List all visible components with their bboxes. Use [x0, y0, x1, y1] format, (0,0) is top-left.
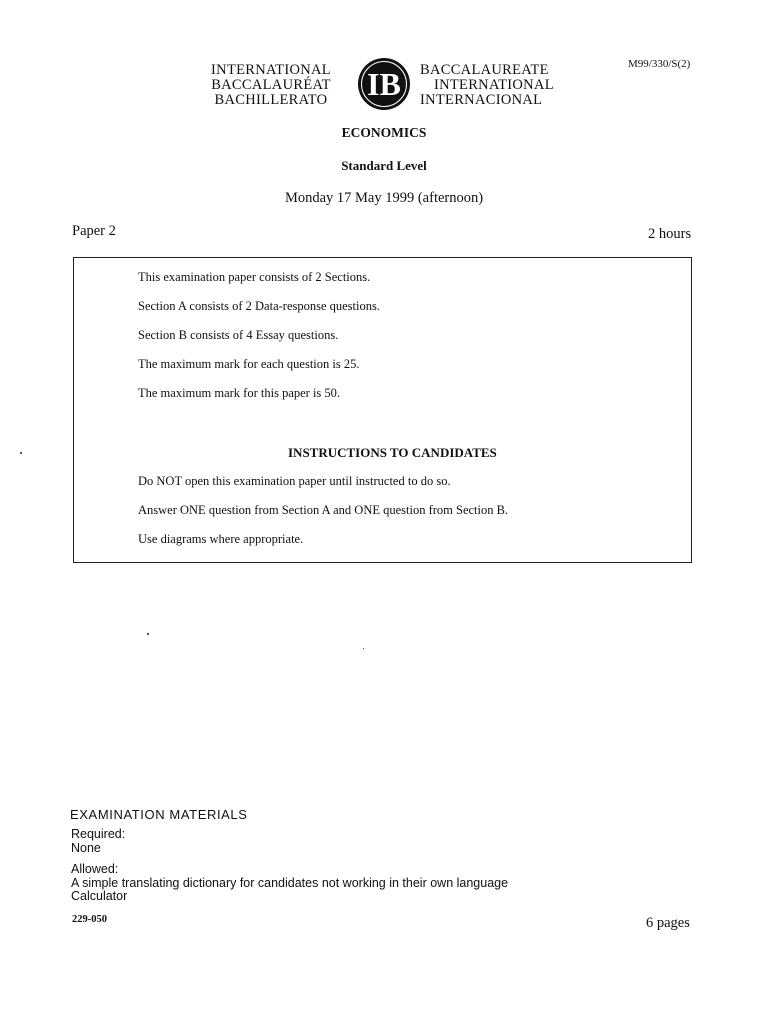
allowed-item: Calculator	[71, 889, 128, 903]
info-line: The maximum mark for each question is 25.	[138, 357, 360, 371]
instruction-line: Do NOT open this examination paper until instructed to do so.	[138, 474, 451, 488]
instruction-line: Use diagrams where appropriate.	[138, 532, 304, 546]
ib-name-spanish-2: INTERNACIONAL	[420, 92, 543, 108]
ib-names-right	[420, 63, 580, 108]
instructions-heading: INSTRUCTIONS TO CANDIDATES	[288, 445, 497, 460]
allowed-item: A simple translating dictionary for candidates not working in their own language	[71, 876, 509, 890]
instruction-line: Answer ONE question from Section A and ONE question from Section B.	[138, 503, 509, 517]
materials-title: EXAMINATION MATERIALS	[70, 807, 248, 822]
ib-logo-text: IB	[367, 66, 401, 102]
ib-names-left	[196, 63, 346, 108]
info-line: Section B consists of 4 Essay questions.	[138, 328, 339, 342]
scan-speck	[20, 452, 22, 454]
info-line: Section A consists of 2 Data-response questions.	[138, 299, 380, 313]
exam-date: Monday 17 May 1999 (afternoon)	[284, 190, 484, 206]
ib-name-spanish: BACHILLERATO	[214, 92, 328, 108]
document-code: 229-050	[72, 914, 107, 925]
scan-speck	[363, 648, 364, 649]
ib-name-english: INTERNATIONAL	[211, 62, 331, 78]
ib-name-french: BACCALAURÉAT	[211, 77, 331, 93]
required-value: None	[71, 841, 101, 855]
exam-duration: 2 hours	[648, 226, 692, 242]
exam-code: M99/330/S(2)	[628, 58, 691, 70]
info-line: This examination paper consists of 2 Sections.	[138, 270, 371, 284]
allowed-label: Allowed:	[71, 862, 119, 876]
exam-level: Standard Level	[341, 158, 427, 173]
exam-subject: ECONOMICS	[341, 125, 427, 140]
ib-name-french-2: BACCALAUREATE	[420, 62, 549, 78]
ib-name-english-2: INTERNATIONAL	[434, 77, 554, 93]
required-label: Required:	[71, 827, 126, 841]
scan-speck	[147, 633, 149, 635]
ib-logo	[356, 56, 412, 112]
paper-number: Paper 2	[72, 223, 116, 239]
page-count: 6 pages	[646, 915, 690, 931]
info-line: The maximum mark for this paper is 50.	[138, 386, 341, 400]
